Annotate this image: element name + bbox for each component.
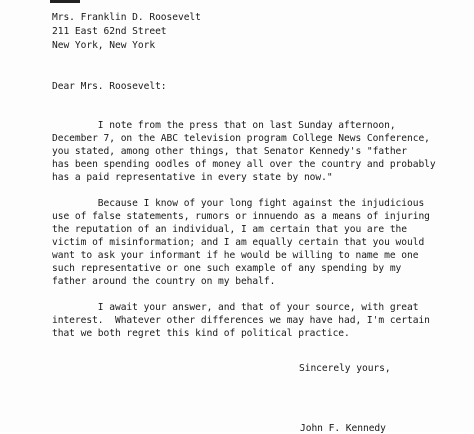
- paragraph-2-line-2: use of false statements, rumors or innuendo as a means of injuring: [52, 211, 430, 222]
- paragraph-2-line-6: such representative or one such example of any spending by my: [52, 263, 402, 274]
- address-line-1: Mrs. Franklin D. Roosevelt: [52, 12, 201, 23]
- paragraph-2-line-5: want to ask your informant if he would be willing to name me one: [52, 250, 419, 261]
- address-line-2: 211 East 62nd Street: [52, 26, 167, 37]
- address-line-3: New York, New York: [52, 40, 156, 51]
- paragraph-3-line-1: I await your answer, and that of your source, with great: [52, 302, 419, 313]
- paragraph-1-line-3: you stated, among other things, that Senator Kennedy's "father: [52, 146, 408, 157]
- signature-typed-name: John F. Kennedy: [300, 423, 386, 434]
- top-rule-mark: [50, 0, 80, 3]
- closing: Sincerely yours,: [299, 363, 391, 374]
- paragraph-3-line-3: that we both regret this kind of political practice.: [52, 328, 350, 339]
- paragraph-1-line-4: has been spending oodles of money all over the country and probably: [52, 159, 436, 170]
- paragraph-1-line-5: has a paid representative in every state by now.": [52, 172, 333, 183]
- paragraph-2-line-4: victim of misinformation; and I am equally certain that you would: [52, 237, 425, 248]
- paragraph-2-line-3: the reputation of an individual, I am certain that you are the: [52, 224, 408, 235]
- paragraph-2-line-7: father around the country on my behalf.: [52, 276, 276, 287]
- salutation: Dear Mrs. Roosevelt:: [52, 81, 167, 92]
- paragraph-3-line-2: interest. Whatever other differences we may have had, I'm certain: [52, 315, 430, 326]
- paragraph-2-line-1: Because I know of your long fight against the injudicious: [52, 198, 425, 209]
- paragraph-1-line-1: I note from the press that on last Sunday afternoon,: [52, 120, 396, 131]
- paragraph-1-line-2: December 7, on the ABC television program College News Conference,: [52, 133, 430, 144]
